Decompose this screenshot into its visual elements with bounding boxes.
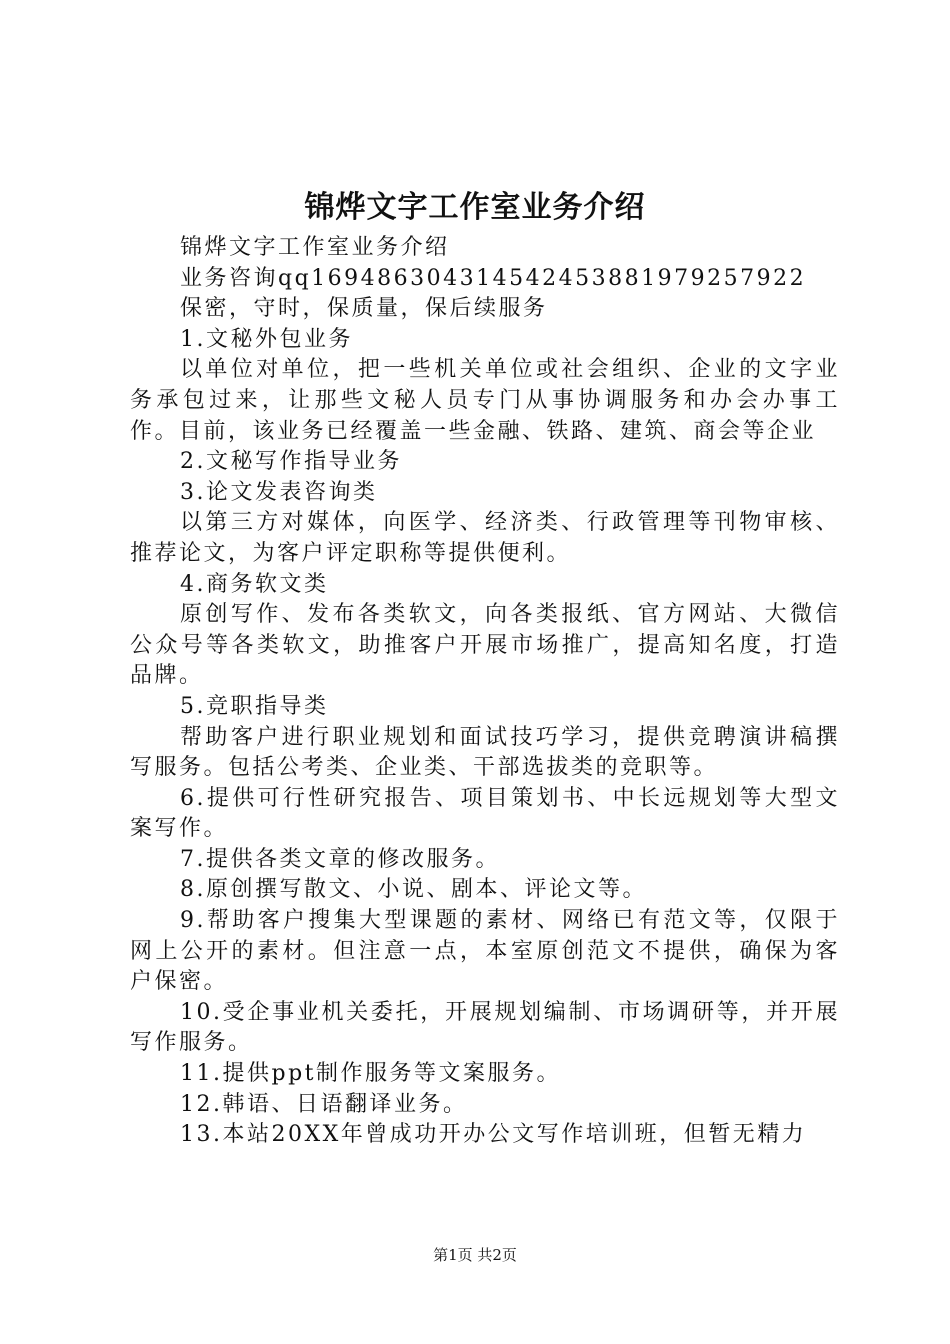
paragraph: 帮助客户进行职业规划和面试技巧学习，提供竞聘演讲稿撰写服务。包括公考类、企业类、干部选拔类的竞职等。 xyxy=(130,724,840,781)
paragraph: 原创写作、发布各类软文，向各类报纸、官方网站、大微信公众号等各类软文，助推客户开展市场推广，提高知名度，打造品牌。 xyxy=(130,602,840,689)
paragraph: 9.帮助客户搜集大型课题的素材、网络已有范文等，仅限于网上公开的素材。但注意一点，本室原创范文不提供，确保为客户保密。 xyxy=(130,908,840,995)
paragraph: 7.提供各类文章的修改服务。 xyxy=(180,846,500,872)
paragraph: 3.论文发表咨询类 xyxy=(180,479,378,505)
paragraph: 以单位对单位，把一些机关单位或社会组织、企业的文字业务承包过来，让那些文秘人员专门从事协调服务和办会办事工作。目前，该业务已经覆盖一些金融、铁路、建筑、商会等企业 xyxy=(130,357,840,444)
paragraph: 13.本站20XX年曾成功开办公文写作培训班，但暂无精力 xyxy=(180,1122,807,1148)
paragraph: 4.商务软文类 xyxy=(180,571,329,597)
paragraph: 1.文秘外包业务 xyxy=(180,326,353,352)
paragraph: 11.提供ppt制作服务等文案服务。 xyxy=(180,1061,561,1087)
paragraph: 12.韩语、日语翻译业务。 xyxy=(180,1091,468,1117)
paragraph: 锦烨文字工作室业务介绍 xyxy=(180,235,450,260)
document-body xyxy=(130,233,840,1151)
paragraph: 保密，守时，保质量，保后续服务 xyxy=(180,296,548,322)
paragraph: 6.提供可行性研究报告、项目策划书、中长远规划等大型文案写作。 xyxy=(130,785,840,842)
document-title: 锦烨文字工作室业务介绍 xyxy=(304,190,646,225)
page-number-footer: 第1页 共2页 xyxy=(433,1246,517,1264)
paragraph: 以第三方对媒体，向医学、经济类、行政管理等刊物审核、推荐论文，为客户评定职称等提供便利。 xyxy=(130,510,840,566)
paragraph: 8.原创撰写散文、小说、剧本、评论文等。 xyxy=(180,877,647,903)
paragraph: 10.受企事业机关委托，开展规划编制、市场调研等，并开展写作服务。 xyxy=(130,999,840,1056)
paragraph: 2.文秘写作指导业务 xyxy=(180,449,402,475)
paragraph: 5.竞职指导类 xyxy=(180,693,329,719)
paragraph: 业务咨询qq169486304314542453881979257922 xyxy=(180,265,807,291)
